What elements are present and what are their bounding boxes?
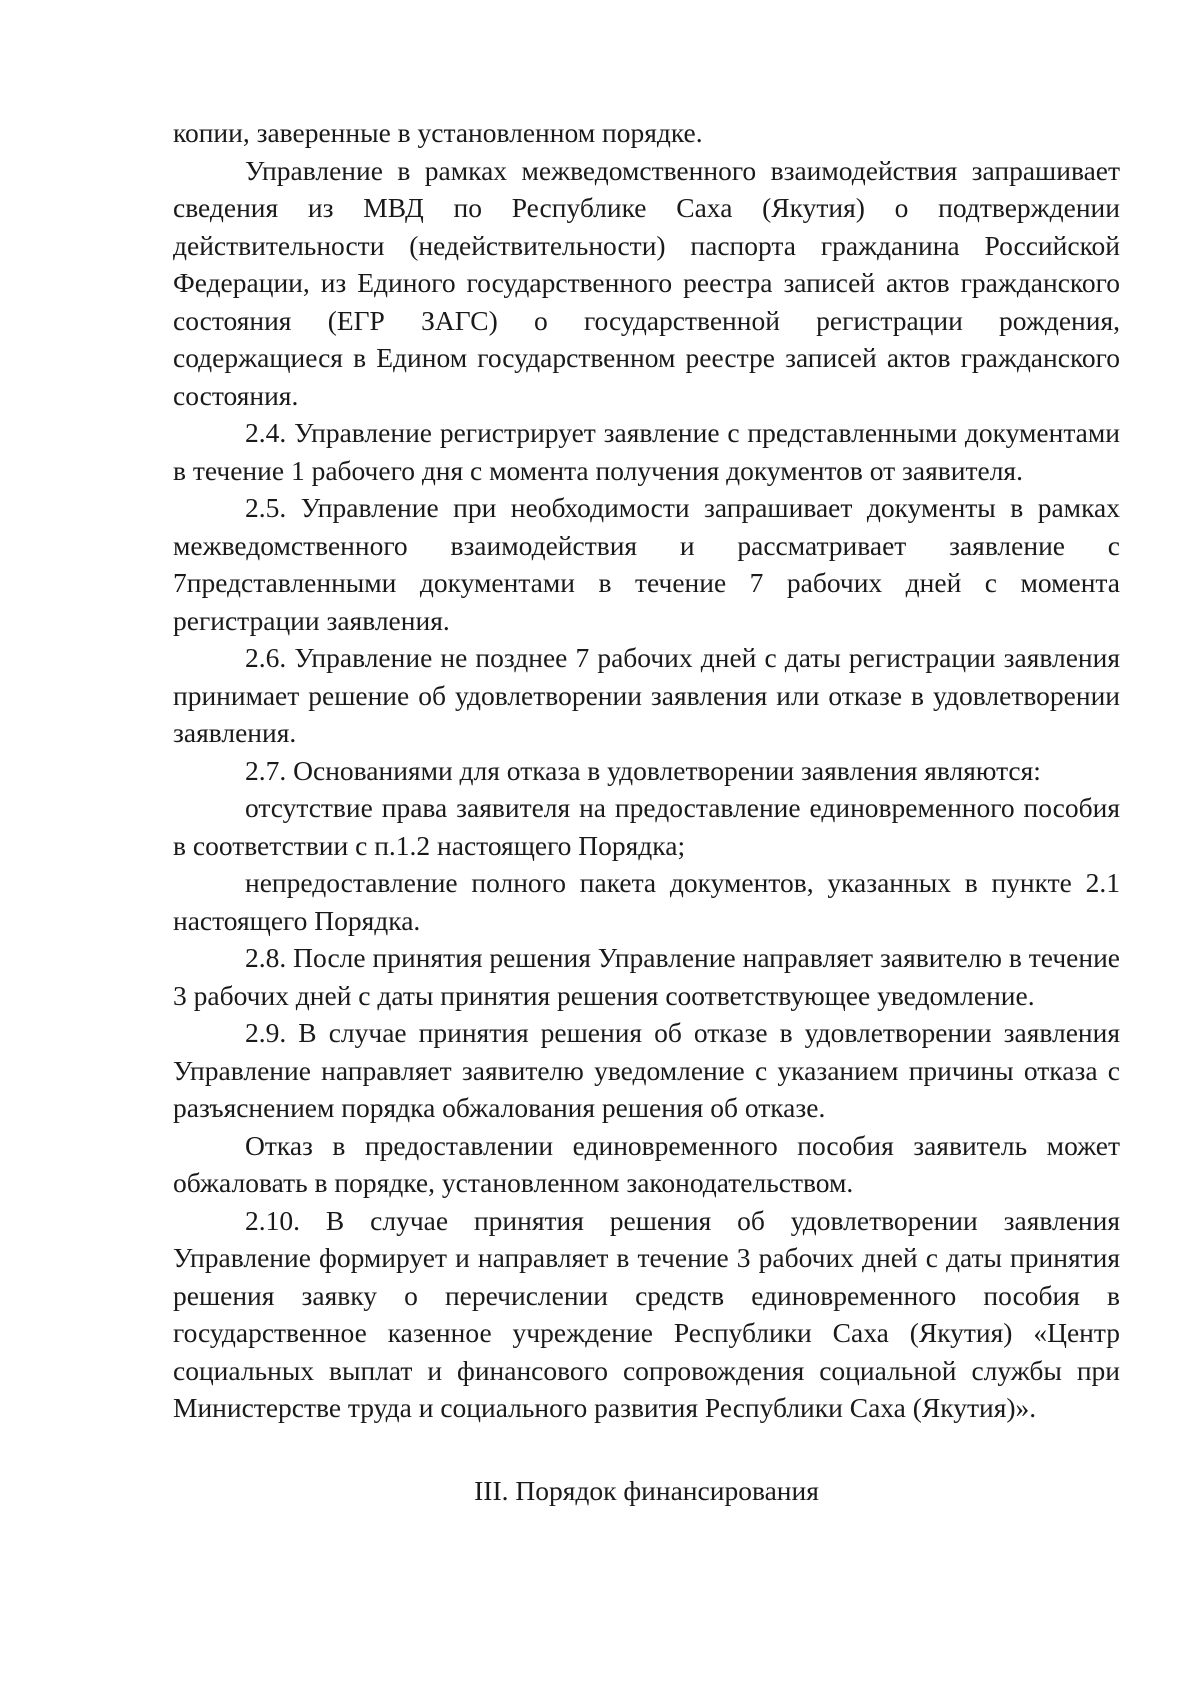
paragraph-refusal-ground-2: непредоставление полного пакета документов, указанных в пункте 2.1 настоящего Порядка. <box>173 867 1120 936</box>
paragraph-2-5: 2.5. Управление при необходимости запрашивает документы в рамках межведомственного взаимодействия и рассматривает заявление с 7представленными документами в течение 7 рабочих дней с момента регистрации заявления. <box>173 492 1120 636</box>
paragraph-refusal-ground-1: отсутствие права заявителя на предоставление единовременного пособия в соответствии с п.1.2 настоящего Порядка; <box>173 792 1120 861</box>
paragraph-2-6: 2.6. Управление не позднее 7 рабочих дней с даты регистрации заявления принимает решение об удовлетворении заявления или отказе в удовлетворении заявления. <box>173 642 1120 748</box>
paragraph-appeal: Отказ в предоставлении единовременного пособия заявитель может обжаловать в порядке, установленном законодательством. <box>173 1129 1120 1198</box>
document-page <box>173 114 1120 1509</box>
section-heading: III. Порядок финансирования <box>474 1474 819 1506</box>
paragraph-2-7: 2.7. Основаниями для отказа в удовлетворении заявления являются: <box>245 754 1041 786</box>
paragraph-2-8: 2.8. После принятия решения Управление направляет заявителю в течение 3 рабочих дней с даты принятия решения соответствующее уведомление. <box>173 942 1120 1011</box>
paragraph-2-10: 2.10. В случае принятия решения об удовлетворении заявления Управление формирует и направляет в течение 3 рабочих дней с даты принятия решения заявку о перечислении средств единовременного пособия в государственное казенное учреждение Республики Саха (Якутия) «Центр социальных выплат и финансового сопровождения социальной службы при Министерстве труда и социального развития Республики Саха (Якутия)». <box>173 1204 1120 1423</box>
paragraph-continuation: копии, заверенные в установленном порядке. <box>173 117 703 148</box>
paragraph-2-4: 2.4. Управление регистрирует заявление с представленными документами в течение 1 рабочего дня с момента получения документов от заявителя. <box>173 417 1120 486</box>
paragraph-2-9: 2.9. В случае принятия решения об отказе в удовлетворении заявления Управление направляет заявителю уведомление с указанием причины отказа с разъяснением порядка обжалования решения об отказе. <box>173 1017 1120 1123</box>
paragraph-interagency-request: Управление в рамках межведомственного взаимодействия запрашивает сведения из МВД по Республике Саха (Якутия) о подтверждении действительности (недействительности) паспорта гражданина Российской Федерации, из Единого государственного реестра записей актов гражданского состояния (ЕГР ЗАГС) о государственной регистрации рождения, содержащиеся в Едином государственном реестре записей актов гражданского состояния. <box>173 154 1120 411</box>
